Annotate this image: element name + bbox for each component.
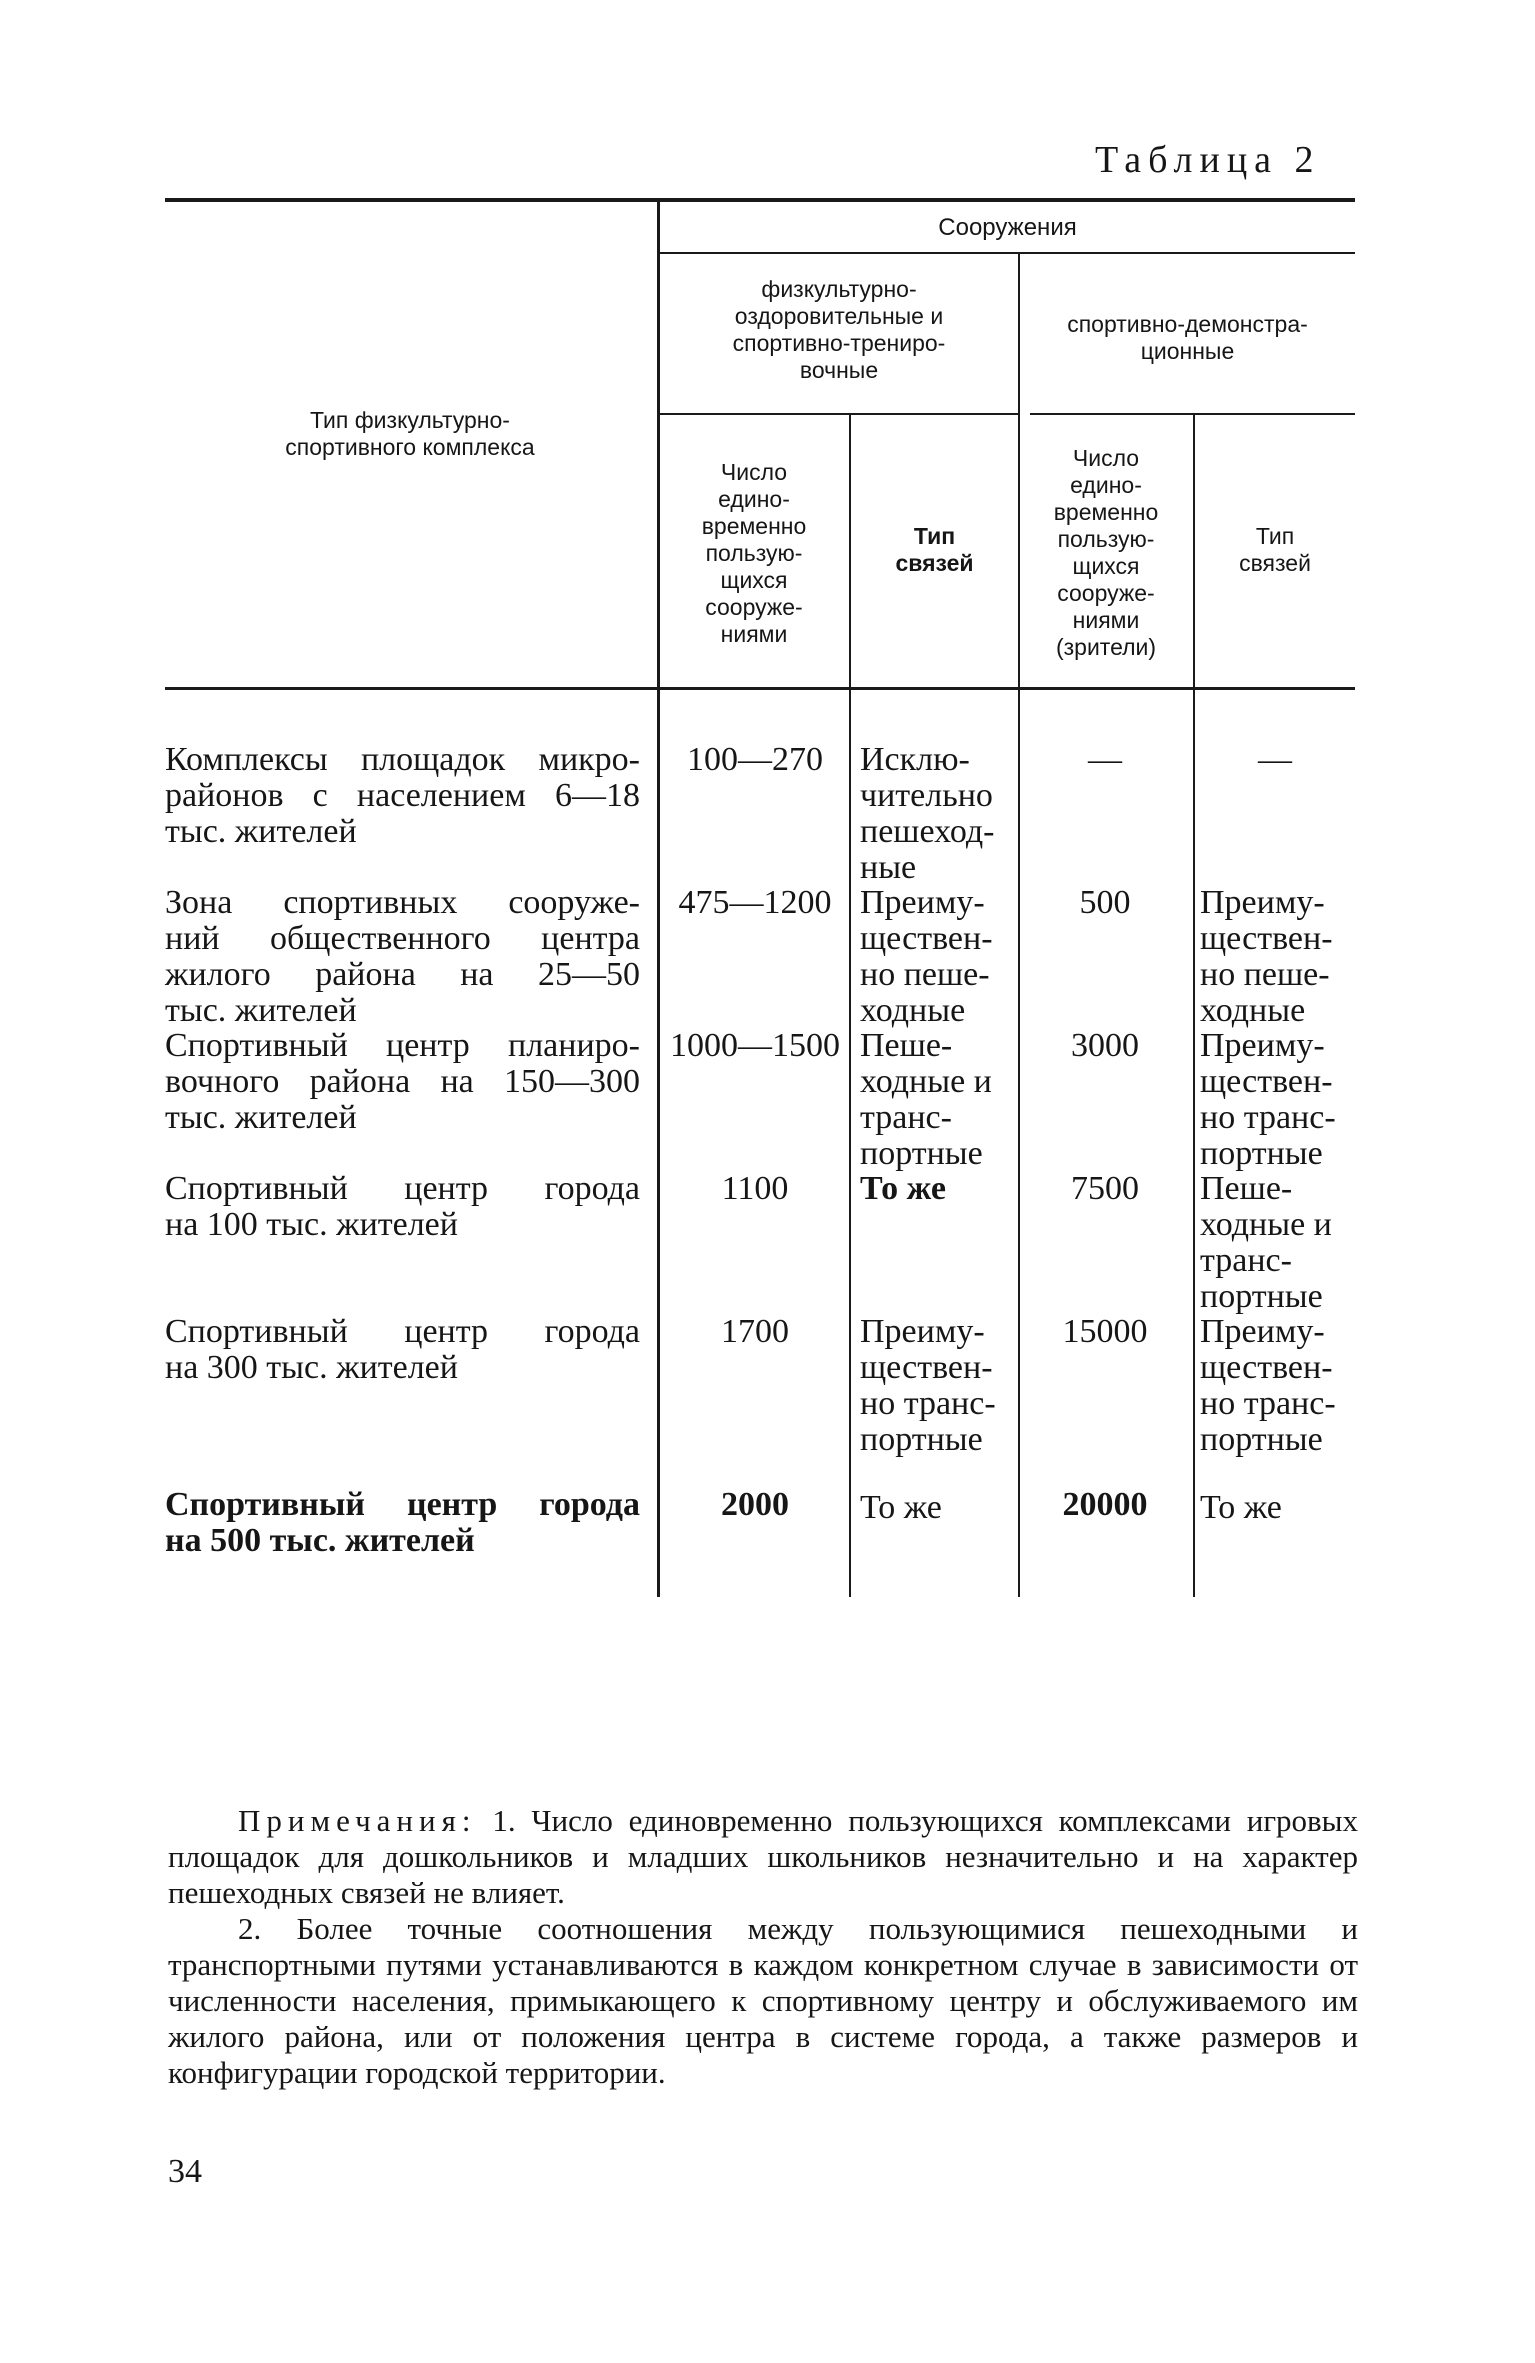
row-1-name-line-2: районов с населением 6—18: [165, 777, 640, 814]
row-3-link-type-2: Преиму- ществен- но транс- портные: [1200, 1027, 1336, 1172]
row-6-name-line-1: Спортивный центр города: [165, 1486, 640, 1523]
header-group-fitness: физкультурно- оздоровительные и спортивно-трениро- вочные: [732, 276, 946, 383]
header-bottom-rule: [165, 687, 1355, 690]
header-facilities: Сооружения: [938, 214, 1077, 241]
row-2-name-line-3: жилого района на 25—50: [165, 956, 640, 993]
row-3-name-line-3: тыс. жителей: [165, 1099, 357, 1136]
row-4-name-line-1: Спортивный центр города: [165, 1170, 640, 1207]
col-divider-2: [849, 415, 851, 1597]
row-2-count-users: 475—1200: [678, 884, 832, 921]
row-5-count-users: 1700: [721, 1313, 789, 1350]
header-count-users: Число едино- временно пользую- щихся сооруже- ниями: [701, 459, 807, 647]
table-title: Таблица 2: [1095, 139, 1321, 181]
row-2-name-line-4: тыс. жителей: [165, 992, 357, 1029]
row-4-link-type-2: Пеше- ходные и транс- портные: [1200, 1170, 1332, 1315]
row-4-count-users: 1100: [721, 1170, 789, 1207]
row-2-complex-type: [165, 885, 640, 1029]
row-3-complex-type: [165, 1028, 640, 1136]
row-6-link-type-2: То же: [1200, 1489, 1282, 1526]
row-5-count-spectators: 15000: [1062, 1313, 1148, 1350]
row-1-name-line-1: Комплексы площадок микро-: [165, 741, 640, 778]
row-4-count-spectators: 7500: [1071, 1170, 1139, 1207]
facilities-rule: [660, 252, 1355, 254]
row-6-complex-type: [165, 1487, 640, 1559]
header-link-type-1: Тип связей: [895, 523, 974, 576]
row-3-link-type-1: Пеше- ходные и транс- портные: [860, 1027, 992, 1172]
header-type-column: Тип физкультурно- спортивного комплекса: [285, 407, 535, 460]
note-2: 2. Более точные соотношения между пользующимися пешеходными и транспортными путями устанавливаются в каждом конкретном случае в зависимости от численности населения, примыкающего к спортивному центру и обслуживаемого им жилого района, или от положения центра в системе города, а также размеров и конфигурации городской территории.: [168, 1911, 1358, 2090]
note-1: [168, 1803, 1358, 1911]
row-1-link-type-1: Исклю- чительно пешеход- ные: [860, 741, 995, 886]
row-5-name-line-2: на 300 тыс. жителей: [165, 1349, 458, 1386]
row-5-link-type-1: Преиму- ществен- но транс- портные: [860, 1313, 996, 1458]
row-1-complex-type: [165, 742, 640, 850]
table-top-rule: [165, 198, 1355, 202]
row-2-link-type-1: Преиму- ществен- но пеше- ходные: [860, 884, 993, 1029]
row-4-complex-type: [165, 1171, 640, 1243]
row-2-link-type-2: Преиму- ществен- но пеше- ходные: [1200, 884, 1333, 1029]
row-3-name-line-2: вочного района на 150—300: [165, 1063, 640, 1100]
row-4-link-type-1: То же: [860, 1170, 946, 1207]
note-1-text: 1. Число единовременно пользующихся комплексами игровых площадок для дошкольников и младших школьников незначительно и на характер пешеходных связей не влияет.: [168, 1803, 1358, 1910]
header-group-demonstration: спортивно-демонстра- ционные: [1067, 311, 1308, 364]
row-1-count-users: 100—270: [687, 741, 823, 778]
row-2-name-line-2: ний общественного центра: [165, 920, 640, 957]
row-5-complex-type: [165, 1314, 640, 1386]
row-4-name-line-2: на 100 тыс. жителей: [165, 1206, 458, 1243]
page-number: 34: [168, 2153, 202, 2190]
row-3-count-users: 1000—1500: [670, 1027, 840, 1064]
row-1-link-type-2: —: [1258, 741, 1292, 778]
row-5-link-type-2: Преиму- ществен- но транс- портные: [1200, 1313, 1336, 1458]
notes-label: Примечания:: [238, 1803, 477, 1838]
col-divider-4: [1193, 415, 1195, 1597]
row-2-name-line-1: Зона спортивных сооруже-: [165, 884, 640, 921]
group-rule-left: [660, 413, 1020, 415]
row-6-count-spectators: 20000: [1062, 1486, 1148, 1523]
row-1-name-line-3: тыс. жителей: [165, 813, 357, 850]
row-2-count-spectators: 500: [1079, 884, 1131, 921]
row-6-link-type-1: То же: [860, 1489, 942, 1526]
row-3-name-line-1: Спортивный центр планиро-: [165, 1027, 640, 1064]
row-1-count-spectators: —: [1088, 741, 1122, 778]
header-count-spectators: Число едино- временно пользую- щихся сооруже- ниями (зрители): [1053, 445, 1159, 660]
row-6-count-users: 2000: [721, 1486, 789, 1523]
row-3-count-spectators: 3000: [1071, 1027, 1139, 1064]
notes: [168, 1803, 1358, 2091]
header-link-type-2: Тип связей: [1239, 523, 1311, 576]
row-6-name-line-2: на 500 тыс. жителей: [165, 1522, 475, 1559]
row-5-name-line-1: Спортивный центр города: [165, 1313, 640, 1350]
